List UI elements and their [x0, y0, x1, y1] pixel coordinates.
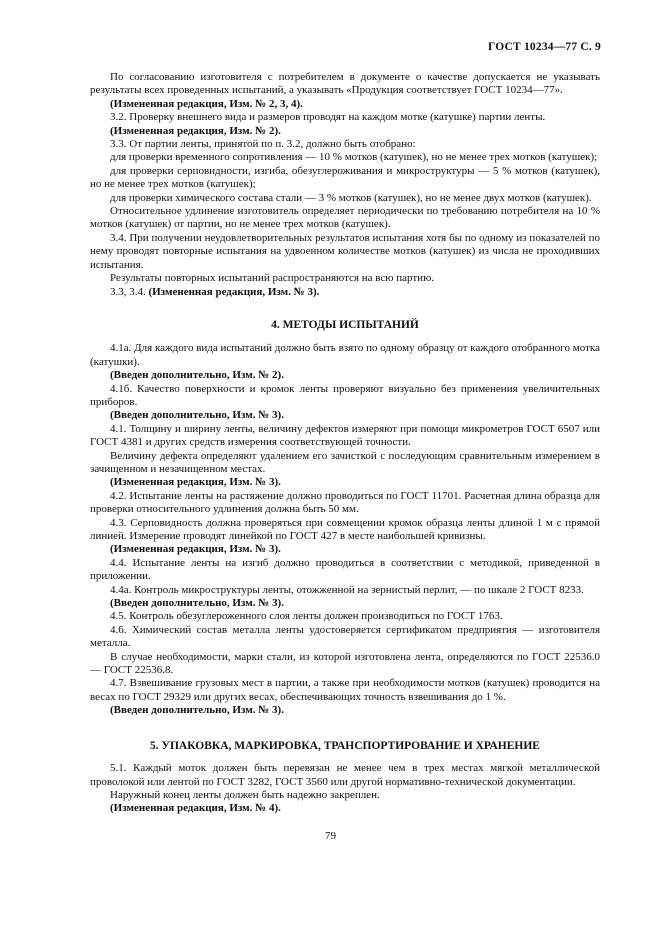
page-header: ГОСТ 10234—77 С. 9	[488, 41, 601, 53]
paragraph	[90, 286, 600, 299]
section4-title: 4. МЕТОДЫ ИСПЫТАНИЙ	[271, 318, 419, 331]
paragraph	[90, 557, 600, 584]
paragraph	[90, 762, 600, 789]
paragraph-text: Величину дефекта определяют удалением его зачисткой с последующим сравнительным измерением в зачищенном и незачищенном местах.	[90, 449, 600, 475]
paragraph	[90, 677, 600, 704]
paragraph	[90, 651, 600, 678]
paragraph-text: 3.4. При получении неудовлетворительных результатов испытания хотя бы по одному из показателей по нему проводят повторные испытания на удвоенном количестве мотков (катушек) из числа не проходивших испытания.	[90, 231, 600, 271]
paragraph	[90, 584, 600, 597]
paragraph-text: 4.4. Испытание ленты на изгиб должно проводиться в соответствии с методикой, приведенной в приложении.	[90, 556, 600, 583]
paragraph	[90, 138, 600, 151]
section5-body	[90, 762, 600, 816]
amendment-note	[90, 802, 600, 815]
amendment-note	[90, 543, 600, 556]
paragraph-text: (Введен дополнительно, Изм. № 3).	[110, 597, 284, 610]
amendment-note	[90, 409, 600, 422]
paragraph-text: (Измененная редакция, Изм. № 3).	[110, 476, 281, 489]
paragraph-text: По согласованию изготовителя с потребителем в документе о качестве допускается не указывать результаты всех проведенных испытаний, а указывать «Продукция соответствует ГОСТ 10234—77».	[90, 71, 600, 97]
paragraph	[90, 232, 600, 272]
paragraph-text: 4.7. Взвешивание грузовых мест в партии, а также при необходимости мотков (катушек) проводится на весах по ГОСТ 29329 или других весах, обеспечивающих точность взвешивания до 1 %.	[90, 677, 600, 703]
paragraph	[90, 517, 600, 544]
paragraph	[90, 383, 600, 410]
section3-continuation	[90, 71, 600, 299]
paragraph	[90, 272, 600, 285]
paragraph-text: 4.1б. Качество поверхности и кромок ленты проверяют визуально без применения увеличительных приборов.	[90, 382, 600, 408]
amendment-note: (Измененная редакция, Изм. № 3).	[148, 285, 320, 298]
amendment-note	[90, 476, 600, 489]
paragraph-text: 4.1а. Для каждого вида испытаний должно быть взято по одному образцу от каждого отобранного мотка (катушки).	[90, 342, 600, 368]
page-number: 79	[325, 830, 336, 842]
paragraph-text: для проверки химического состава стали — 3 % мотков (катушек), но не менее двух мотков (катушек).	[110, 191, 592, 204]
paragraph-text: В случае необходимости, марки стали, из которой изготовлена лента, определяются по ГОСТ 22536.0 — ГОСТ 22536.8.	[90, 650, 600, 677]
paragraph	[90, 624, 600, 651]
amendment-note	[90, 369, 600, 382]
paragraph-text: (Введен дополнительно, Изм. № 3).	[110, 704, 284, 717]
paragraph-text: (Измененная редакция, Изм. № 2, 3, 4).	[110, 97, 303, 110]
amendment-note	[90, 704, 600, 717]
paragraph	[90, 71, 600, 98]
paragraph-text: Относительное удлинение изготовитель определяет периодически по требованию потребителя на 10 % мотков (катушек) от партии, но не менее трех мотков (катушек).	[90, 205, 600, 231]
paragraph-text: 4.3. Серповидность должна проверяться при совмещении кромок образца ленты длиной 1 м с прямой линией. Измерение проводят линейкой по ГОСТ 427 в месте наибольшей кривизны.	[90, 516, 600, 542]
amendment-note	[90, 125, 600, 138]
paragraph	[90, 111, 600, 124]
paragraph-text: Наружный конец ленты должен быть надежно закреплен.	[110, 788, 380, 801]
paragraph-text: для проверки серповидности, изгиба, обезуглероживания и микроструктуры — 5 % мотков (катушек), но не менее трех мотков (катушек);	[90, 164, 600, 191]
paragraph-text: (Измененная редакция, Изм. № 2).	[110, 124, 281, 137]
paragraph-text: (Измененная редакция, Изм. № 4).	[110, 802, 281, 815]
amendment-note	[90, 98, 600, 111]
paragraph-text: 3.2. Проверку внешнего вида и размеров проводят на каждом мотке (катушке) партии ленты.	[110, 111, 546, 124]
paragraph-text: для проверки временного сопротивления — 10 % мотков (катушек), но не менее трех мотков (катушек);	[110, 151, 598, 164]
paragraph-text: 4.4а. Контроль микроструктуры ленты, отожженной на зернистый перлит, — по шкале 2 ГОСТ 8233.	[110, 583, 584, 596]
paragraph	[90, 450, 600, 477]
paragraph-text: 5.1. Каждый моток должен быть перевязан не менее чем в трех местах мягкой металлической проволокой или лентой по ГОСТ 3282, ГОСТ 3560 или другой нормативно-технической документации.	[90, 762, 600, 788]
section5-title: 5. УПАКОВКА, МАРКИРОВКА, ТРАНСПОРТИРОВАНИЕ И ХРАНЕНИЕ	[150, 739, 540, 752]
paragraph	[90, 342, 600, 369]
paragraph-text: 3.3. От партии ленты, принятой по п. 3.2, должно быть отобрано:	[110, 138, 416, 151]
paragraph-text: 4.6. Химический состав металла ленты удостоверяется сертификатом предприятия — изготовителя металла.	[90, 623, 600, 650]
paragraph	[90, 205, 600, 232]
paragraph-text: (Введен дополнительно, Изм. № 3).	[110, 409, 284, 422]
paragraph	[90, 423, 600, 450]
page-body	[90, 71, 600, 816]
paragraph-text: 4.5. Контроль обезуглероженного слоя ленты должен производиться по ГОСТ 1763.	[110, 610, 503, 623]
paragraph-text: (Введен дополнительно, Изм. № 2).	[110, 369, 284, 382]
paragraph-text: 3.3, 3.4.	[110, 285, 149, 298]
paragraph-text: (Измененная редакция, Изм. № 3).	[110, 543, 281, 556]
paragraph	[90, 151, 600, 164]
paragraph-text: 4.2. Испытание ленты на растяжение должно проводиться по ГОСТ 11701. Расчетная длина образца для проверки относительного удлинения должна быть 50 мм.	[90, 489, 600, 516]
paragraph-text: Результаты повторных испытаний распространяются на всю партию.	[110, 272, 435, 285]
paragraph	[90, 192, 600, 205]
paragraph	[90, 165, 600, 192]
paragraph	[90, 789, 600, 802]
paragraph	[90, 490, 600, 517]
section4-body	[90, 342, 600, 717]
amendment-note	[90, 597, 600, 610]
paragraph	[90, 610, 600, 623]
paragraph-text: 4.1. Толщину и ширину ленты, величину дефектов измеряют при помощи микрометров ГОСТ 6507 или ГОСТ 4381 и других средств измерения соответствующей точности.	[90, 422, 600, 449]
